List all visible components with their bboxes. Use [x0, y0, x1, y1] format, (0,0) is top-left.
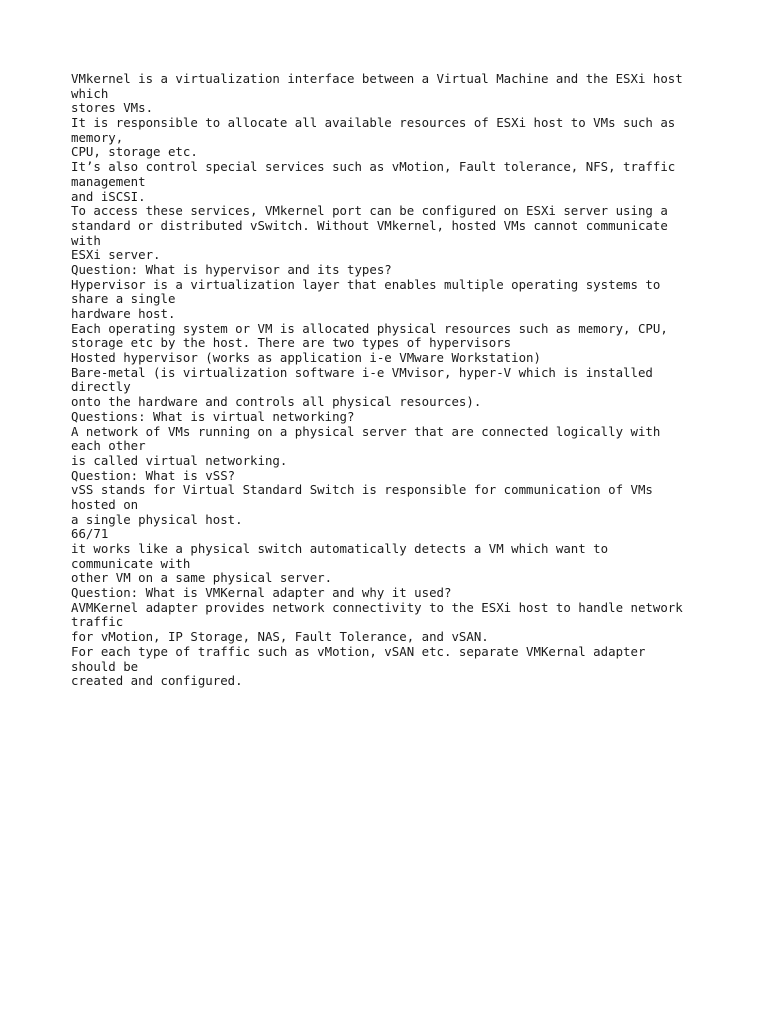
- text-line: It is responsible to allocate all available resources of ESXi host to VMs such as: [71, 115, 676, 131]
- text-line: a single physical host.: [71, 511, 243, 527]
- text-line: is called virtual networking.: [71, 452, 288, 468]
- text-line: AVMKernel adapter provides network connectivity to the ESXi host to handle network: [71, 599, 683, 615]
- text-line: communicate with: [71, 555, 191, 571]
- text-line: other VM on a same physical server.: [71, 570, 333, 586]
- text-line: onto the hardware and controls all physical resources).: [71, 394, 482, 410]
- text-line: CPU, storage etc.: [71, 144, 198, 160]
- text-line: Question: What is vSS?: [71, 467, 236, 483]
- text-line: 66/71: [71, 526, 109, 542]
- text-line: Hosted hypervisor (works as application i-e VMware Workstation): [71, 350, 541, 366]
- text-line: Question: What is VMKernal adapter and why it used?: [71, 585, 452, 601]
- text-line: hardware host.: [71, 306, 176, 321]
- text-line: Questions: What is virtual networking?: [71, 408, 355, 424]
- text-line: standard or distributed vSwitch. Without VMkernel, hosted VMs cannot communicate: [71, 217, 668, 233]
- text-line: To access these services, VMkernel port can be configured on ESXi server using a: [71, 203, 668, 219]
- text-line: should be: [71, 658, 139, 674]
- text-line: hosted on: [71, 496, 139, 512]
- text-line: created and configured.: [71, 673, 243, 689]
- text-line: for vMotion, IP Storage, NAS, Fault Tolerance, and vSAN.: [71, 629, 489, 645]
- text-line: Question: What is hypervisor and its types?: [71, 261, 392, 277]
- text-line: and iSCSI.: [71, 188, 146, 204]
- text-line: which: [71, 85, 109, 101]
- text-line: vSS stands for Virtual Standard Switch is responsible for communication of VMs: [71, 482, 653, 498]
- text-line: stores VMs.: [71, 100, 154, 116]
- text-line: share a single: [71, 291, 176, 307]
- text-line: each other: [71, 438, 146, 454]
- text-line: It’s also control special services such as vMotion, Fault tolerance, NFS, traffic: [71, 159, 676, 175]
- text-line: For each type of traffic such as vMotion, vSAN etc. separate VMKernal adapter: [71, 643, 646, 659]
- text-line: traffic: [71, 614, 124, 630]
- text-line: Bare-metal (is virtualization software i-e VMvisor, hyper-V which is installed: [71, 364, 653, 380]
- text-line: storage etc by the host. There are two types of hypervisors: [71, 335, 512, 351]
- text-line: Hypervisor is a virtualization layer that enables multiple operating systems to: [71, 276, 661, 292]
- text-line: VMkernel is a virtualization interface between a Virtual Machine and the ESXi host: [71, 71, 683, 86]
- text-line: Each operating system or VM is allocated physical resources such as memory, CPU,: [71, 320, 668, 336]
- text-line: with: [71, 232, 101, 248]
- text-line: ESXi server.: [71, 247, 161, 263]
- text-line: directly: [71, 379, 131, 395]
- text-line: memory,: [71, 129, 124, 145]
- document-text: [71, 72, 711, 689]
- text-line: management: [71, 173, 146, 189]
- text-line: A network of VMs running on a physical server that are connected logically with: [71, 423, 661, 439]
- text-line: it works like a physical switch automatically detects a VM which want to: [71, 541, 609, 556]
